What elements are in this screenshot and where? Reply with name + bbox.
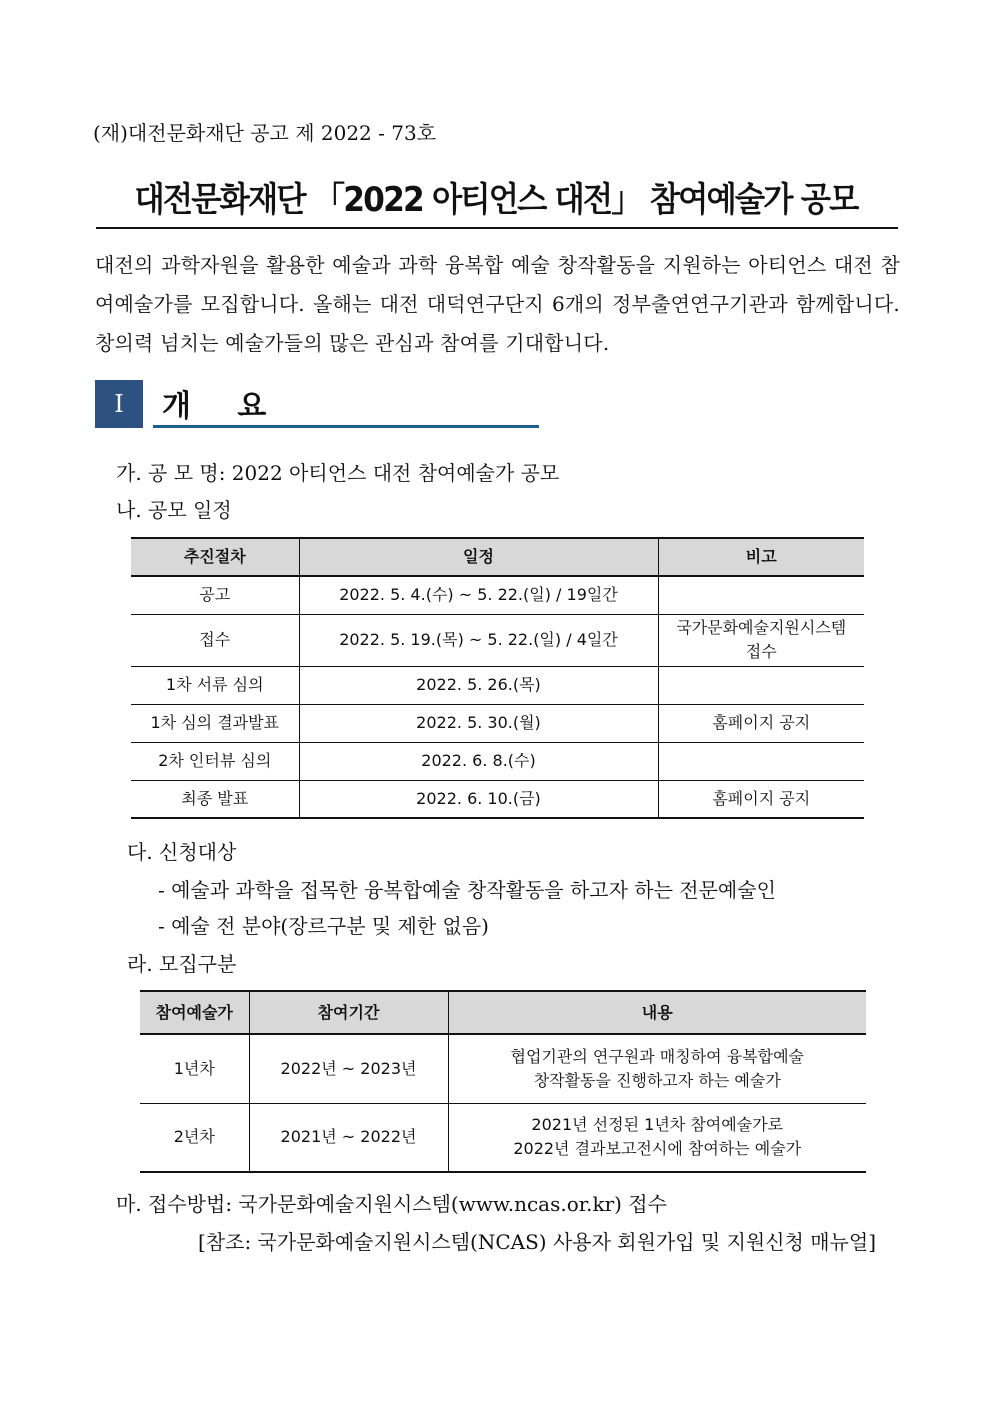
column-header: 내용 (448, 991, 866, 1034)
recruit-table (140, 990, 866, 1173)
type-cell: 1년차 (173, 1058, 215, 1078)
section-number-badge: Ⅰ (95, 380, 143, 428)
section-underline (153, 425, 539, 428)
step-cell: 접수 (199, 630, 231, 649)
note-cell (658, 666, 864, 704)
step-cell: 1차 서류 심의 (165, 675, 264, 694)
table-row (140, 1103, 866, 1172)
content-line: 2022년 결과보고전시에 참여하는 예술가 (513, 1139, 802, 1159)
date-cell: 2022. 5. 30.(월) (299, 704, 658, 742)
step-cell: 공고 (199, 585, 231, 605)
table-row (131, 742, 864, 780)
content-line: 협업기관의 연구원과 매칭하여 융복합예술 (510, 1046, 804, 1066)
table-header-row (131, 538, 864, 576)
table-header-row (140, 991, 866, 1034)
item-recruit-heading: 라. 모집구분 (127, 952, 237, 976)
content-line: 창작활동을 진행하고자 하는 예술가 (533, 1070, 781, 1090)
period-cell: 2021년 ~ 2022년 (249, 1103, 448, 1172)
date-cell: 2022. 5. 26.(목) (299, 666, 658, 704)
content-cell (448, 1103, 866, 1172)
section-title: 개 요 (162, 389, 285, 424)
date-cell: 2022. 5. 4.(수) ~ 5. 22.(일) / 19일간 (299, 576, 658, 614)
type-cell: 2년차 (173, 1127, 215, 1147)
intro-paragraph: 대전의 과학자원을 활용한 예술과 과학 융복합 예술 창작활동을 지원하는 아티언스 대전 참여예술가를 모집합니다. 올해는 대전 대덕연구단지 6개의 정부출연연구기관과 함께합니다. 창의력 넘치는 예술가들의 많은 관심과 참여를 기대합니다. (95, 253, 900, 355)
note-cell: 홈페이지 공지 (658, 704, 864, 742)
eligibility-bullet: - 예술 전 분야(장르구분 및 제한 없음) (158, 914, 489, 938)
note-cell (658, 742, 864, 780)
table-row (131, 576, 864, 614)
step-cell: 2차 인터뷰 심의 (158, 751, 272, 770)
column-header: 일정 (299, 538, 658, 576)
note-line: 접수 (745, 642, 777, 661)
step-cell: 최종 발표 (181, 788, 249, 808)
date-cell: 2022. 5. 19.(목) ~ 5. 22.(일) / 4일간 (299, 614, 658, 666)
note-line: 국가문화예술지원시스템 (676, 618, 847, 637)
item-contest-name: 가. 공 모 명: 2022 아티언스 대전 참여예술가 공모 (116, 461, 560, 485)
content-line: 2021년 선정된 1년차 참여예술가로 (531, 1115, 784, 1135)
item-eligibility-heading: 다. 신청대상 (127, 840, 237, 864)
period-cell: 2022년 ~ 2023년 (249, 1034, 448, 1103)
item-application-method: 마. 접수방법: 국가문화예술지원시스템(www.ncas.or.kr) 접수 (116, 1192, 667, 1216)
content-cell (448, 1034, 866, 1103)
manual-reference-note: [참조: 국가문화예술지원시스템(NCAS) 사용자 회원가입 및 지원신청 매뉴얼] (198, 1230, 877, 1254)
item-schedule-heading: 나. 공모 일정 (116, 498, 232, 522)
table-row (131, 666, 864, 704)
step-cell: 1차 심의 결과발표 (150, 713, 280, 732)
note-cell (658, 576, 864, 614)
note-cell (658, 614, 864, 666)
table-row (131, 704, 864, 742)
note-cell: 홈페이지 공지 (658, 780, 864, 818)
column-header: 참여예술가 (140, 991, 249, 1034)
date-cell: 2022. 6. 10.(금) (299, 780, 658, 818)
table-row (131, 614, 864, 666)
column-header: 추진절차 (131, 538, 299, 576)
notice-number: (재)대전문화재단 공고 제 2022 - 73호 (93, 121, 437, 145)
column-header: 참여기간 (249, 991, 448, 1034)
table-row (131, 780, 864, 818)
eligibility-bullet: - 예술과 과학을 접목한 융복합예술 창작활동을 하고자 하는 전문예술인 (158, 878, 776, 902)
title-divider (96, 227, 898, 229)
table-row (140, 1034, 866, 1103)
date-cell: 2022. 6. 8.(수) (299, 742, 658, 780)
schedule-table (131, 537, 864, 819)
document-title: 대전문화재단 「2022 아티언스 대전」 참여예술가 공모 (134, 180, 858, 220)
column-header: 비고 (658, 538, 864, 576)
